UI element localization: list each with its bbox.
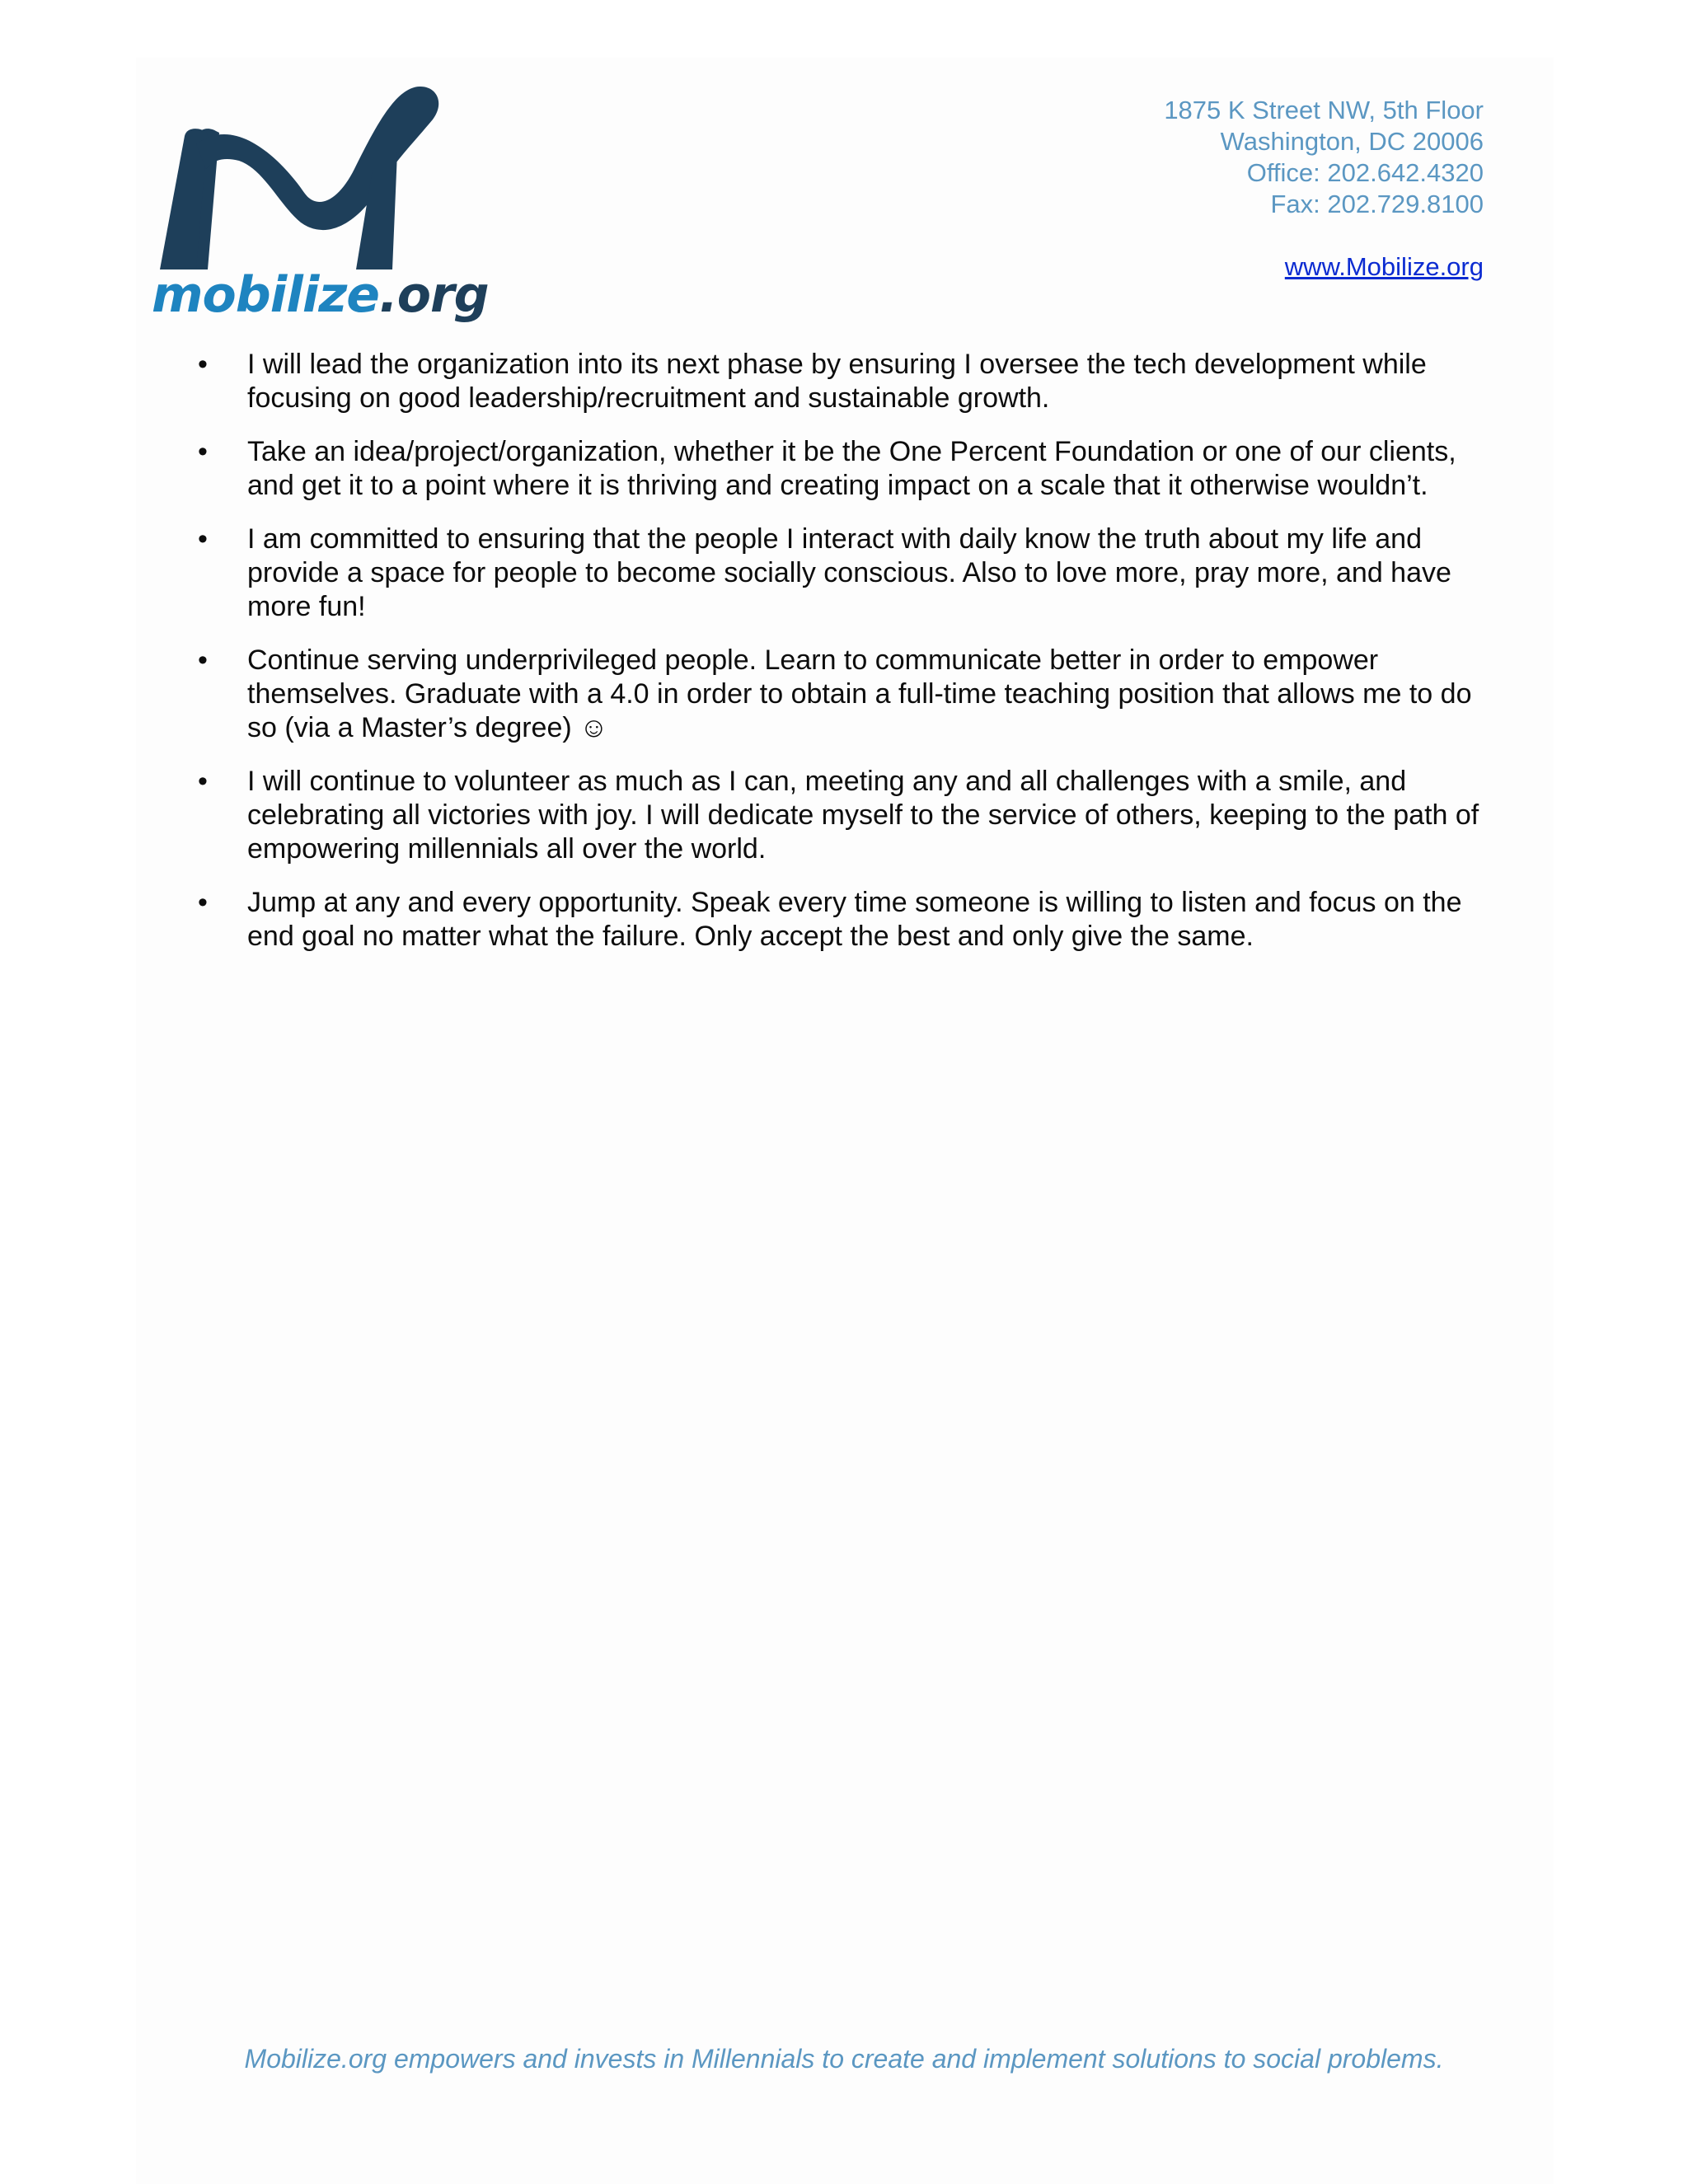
list-item-text: Jump at any and every opportunity. Speak every time someone is willing to listen and focus on the end goal no matter what the failure. Only accept the best and only give the same.: [247, 887, 1462, 952]
bullet-icon: •: [198, 766, 208, 797]
list-item-text: Take an idea/project/organization, whether it be the One Percent Foundation or one of our clients, and get it to a point where it is thriving and creating impact on a scale that it otherwise wouldn’t.: [247, 436, 1456, 501]
website-link[interactable]: www.Mobilize.org: [1284, 252, 1484, 281]
footer-tagline: Mobilize.org empowers and invests in Millennials to create and implement solutions to social problems.: [244, 2044, 1444, 2074]
list-item: [196, 435, 1498, 503]
contact-block: [1164, 95, 1484, 283]
bullet-icon: •: [198, 349, 208, 380]
address-city: Washington, DC 20006: [1220, 127, 1484, 156]
logo-wordmark-suffix: .org: [379, 266, 489, 324]
list-item: [196, 886, 1498, 954]
goals-list: [196, 348, 1498, 973]
bullet-icon: •: [198, 523, 208, 555]
office-phone: Office: 202.642.4320: [1246, 158, 1484, 187]
address-street: 1875 K Street NW, 5th Floor: [1164, 96, 1484, 124]
list-item-text: I am committed to ensuring that the people I interact with daily know the truth about my life and provide a space for people to become socially conscious. Also to love more, pray more, and have more fun!: [247, 523, 1451, 622]
list-item-text: I will lead the organization into its next phase by ensuring I oversee the tech development while focusing on good leadership/recruitment and sustainable growth.: [247, 349, 1427, 414]
bullet-icon: •: [198, 436, 208, 467]
list-item: [196, 765, 1498, 866]
fax-number: Fax: 202.729.8100: [1270, 190, 1484, 218]
list-item: [196, 348, 1498, 415]
logo-wordmark-main: mobilize: [152, 266, 380, 324]
list-item-text: Continue serving underprivileged people. Learn to communicate better in order to empower themselves. Graduate with a 4.0 in order to obtain a full-time teaching position that allows me to do so (via a Master’s degree) ☺: [247, 644, 1472, 743]
list-item: [196, 644, 1498, 745]
mobilize-logo: [148, 78, 489, 326]
bullet-icon: •: [198, 644, 208, 676]
list-item: [196, 523, 1498, 624]
bullet-icon: •: [198, 887, 208, 918]
logo-wordmark: [152, 266, 489, 324]
mobilize-m-logo-mark: [148, 78, 478, 284]
list-item-text: I will continue to volunteer as much as I can, meeting any and all challenges with a smile, and celebrating all victories with joy. I will dedicate myself to the service of others, keeping to the path of empowering millennials all over the world.: [247, 766, 1479, 865]
